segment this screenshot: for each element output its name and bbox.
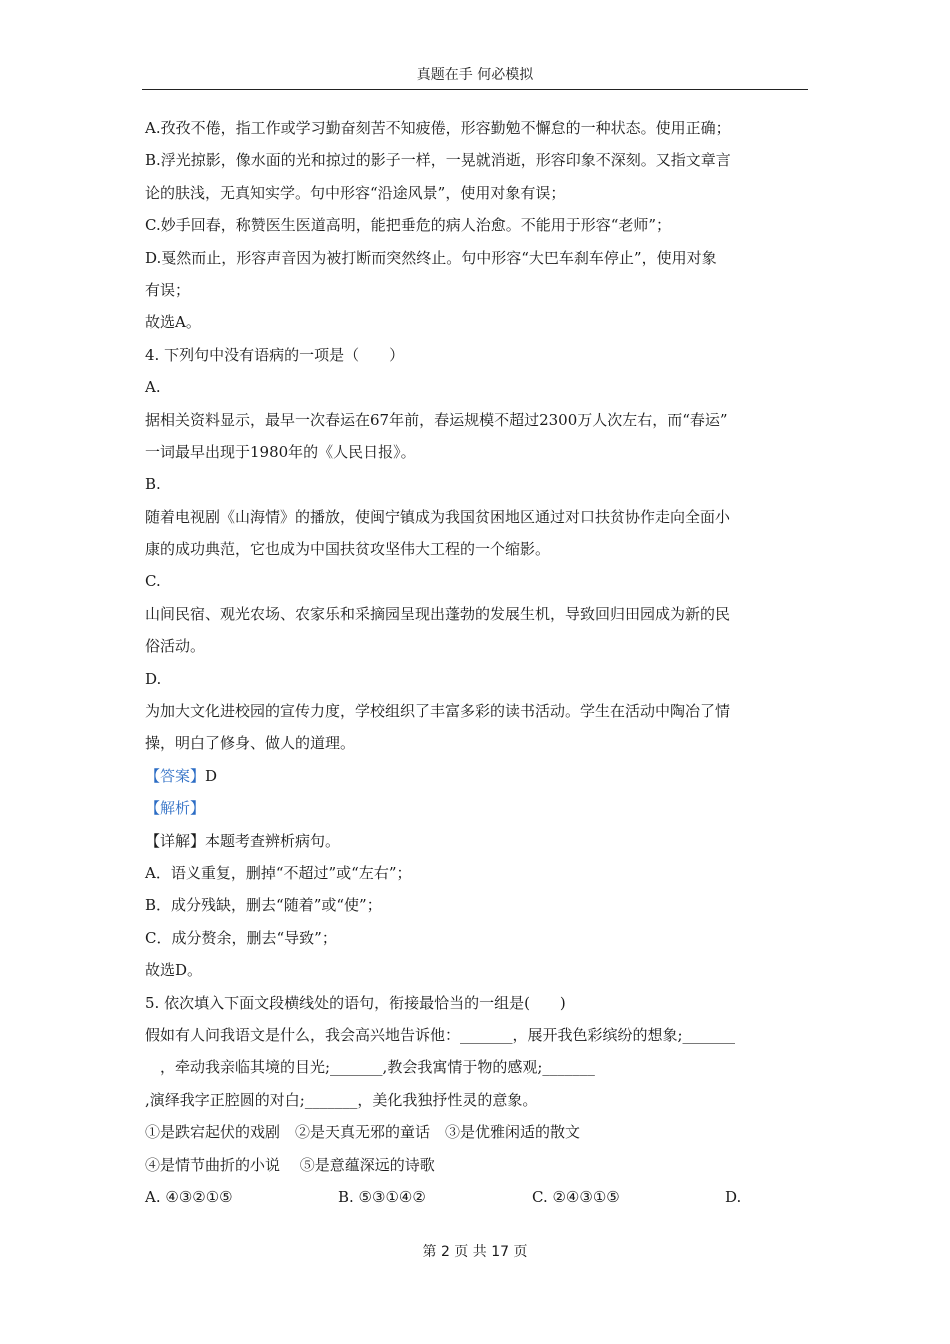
option-label-a: A.: [145, 378, 161, 397]
option-label-c: C.: [145, 572, 161, 591]
answer-line: [145, 760, 810, 792]
detail-line: A．语义重复，删掉“不超过”或“左右”；: [145, 863, 412, 882]
text-line: ①是跌宕起伏的戏剧 ②是天真无邪的童话 ③是优雅闲适的散文: [145, 1123, 581, 1142]
detail-line: 【详解】本题考查辨析病句。: [145, 831, 341, 850]
text-line: C.妙手回春，称赞医生医道高明，能把垂危的病人治愈。不能用于形容“老师”；: [145, 216, 672, 235]
option-b: B. ⑤③①④②: [338, 1187, 426, 1206]
text-line: A.孜孜不倦，指工作或学习勤奋刻苦不知疲倦，形容勤勉不懈怠的一种状态。使用正确；: [145, 119, 731, 137]
text-line: B.浮光掠影，像水面的光和掠过的影子一样，一晃就消逝，形容印象不深刻。又指文章言: [145, 151, 731, 170]
text-line: 康的成功典范，它也成为中国扶贫攻坚伟大工程的一个缩影。: [145, 540, 551, 559]
text-line: ④是情节曲折的小说 ⑤是意蕴深远的诗歌: [145, 1155, 435, 1174]
answer-options-row: [145, 1181, 810, 1213]
page-footer: 第 2 页 共 17 页: [422, 1244, 528, 1260]
analysis-label: 【解析】: [145, 799, 206, 818]
text-line: 随着电视剧《山海情》的播放，使闽宁镇成为我国贫困地区通过对口扶贫协作走向全面小: [145, 507, 731, 526]
detail-line: C．成分赘余，删去“导致”；: [145, 928, 337, 947]
option-d: D.: [725, 1187, 742, 1206]
text-line: 俗活动。: [145, 637, 206, 656]
option-c: C. ②④③①⑤: [532, 1187, 620, 1206]
text-line: 山间民宿、观光农场、农家乐和采摘园呈现出蓬勃的发展生机，导致回归田园成为新的民: [145, 604, 731, 623]
text-line: 有误；: [145, 280, 191, 299]
answer-label: 【答案】: [145, 766, 206, 785]
option-a: A. ④③②①⑤: [145, 1187, 233, 1206]
option-label-d: D.: [145, 669, 162, 688]
text-line: 为加大文化进校园的宣传力度，学校组织了丰富多彩的读书活动。学生在活动中陶冶了情: [145, 702, 731, 721]
analysis-line: [145, 792, 810, 824]
text-line: ，牵动我亲临其境的目光;_______,教会我寓情于物的感观;_______: [145, 1058, 595, 1077]
question-5-stem: 5. 依次填入下面文段横线处的语句，衔接最恰当的一组是( ): [145, 993, 566, 1012]
header-divider: [142, 89, 808, 90]
text-line: 故选A。: [145, 313, 201, 332]
document-body: [145, 112, 810, 1213]
detail-line: B．成分残缺，删去“随着”或“使”；: [145, 896, 382, 915]
text-line: 据相关资料显示，最早一次春运在67年前，春运规模不超过2300万人次左右，而“春运”: [145, 410, 728, 429]
detail-line: 故选D。: [145, 961, 203, 980]
text-line: D.戛然而止，形容声音因为被打断而突然终止。句中形容“大巴车刹车停止”，使用对象: [145, 248, 717, 267]
text-line: 论的肤浅，无真知实学。句中形容“沿途风景”，使用对象有误；: [145, 183, 566, 202]
question-4-stem: 4. 下列句中没有语病的一项是（ ）: [145, 345, 405, 364]
text-line: 操，明白了修身、做人的道理。: [145, 734, 356, 753]
page-header: 真题在手 何必模拟: [416, 67, 534, 83]
text-line: ,演绎我字正腔圆的对白;_______，美化我独抒性灵的意象。: [145, 1090, 538, 1109]
answer-value: D: [205, 766, 218, 785]
text-line: 假如有人问我语文是什么，我会高兴地告诉他：_______，展开我色彩缤纷的想象;_______: [145, 1025, 736, 1044]
option-label-b: B.: [145, 475, 161, 494]
text-line: 一词最早出现于1980年的《人民日报》。: [145, 442, 416, 461]
